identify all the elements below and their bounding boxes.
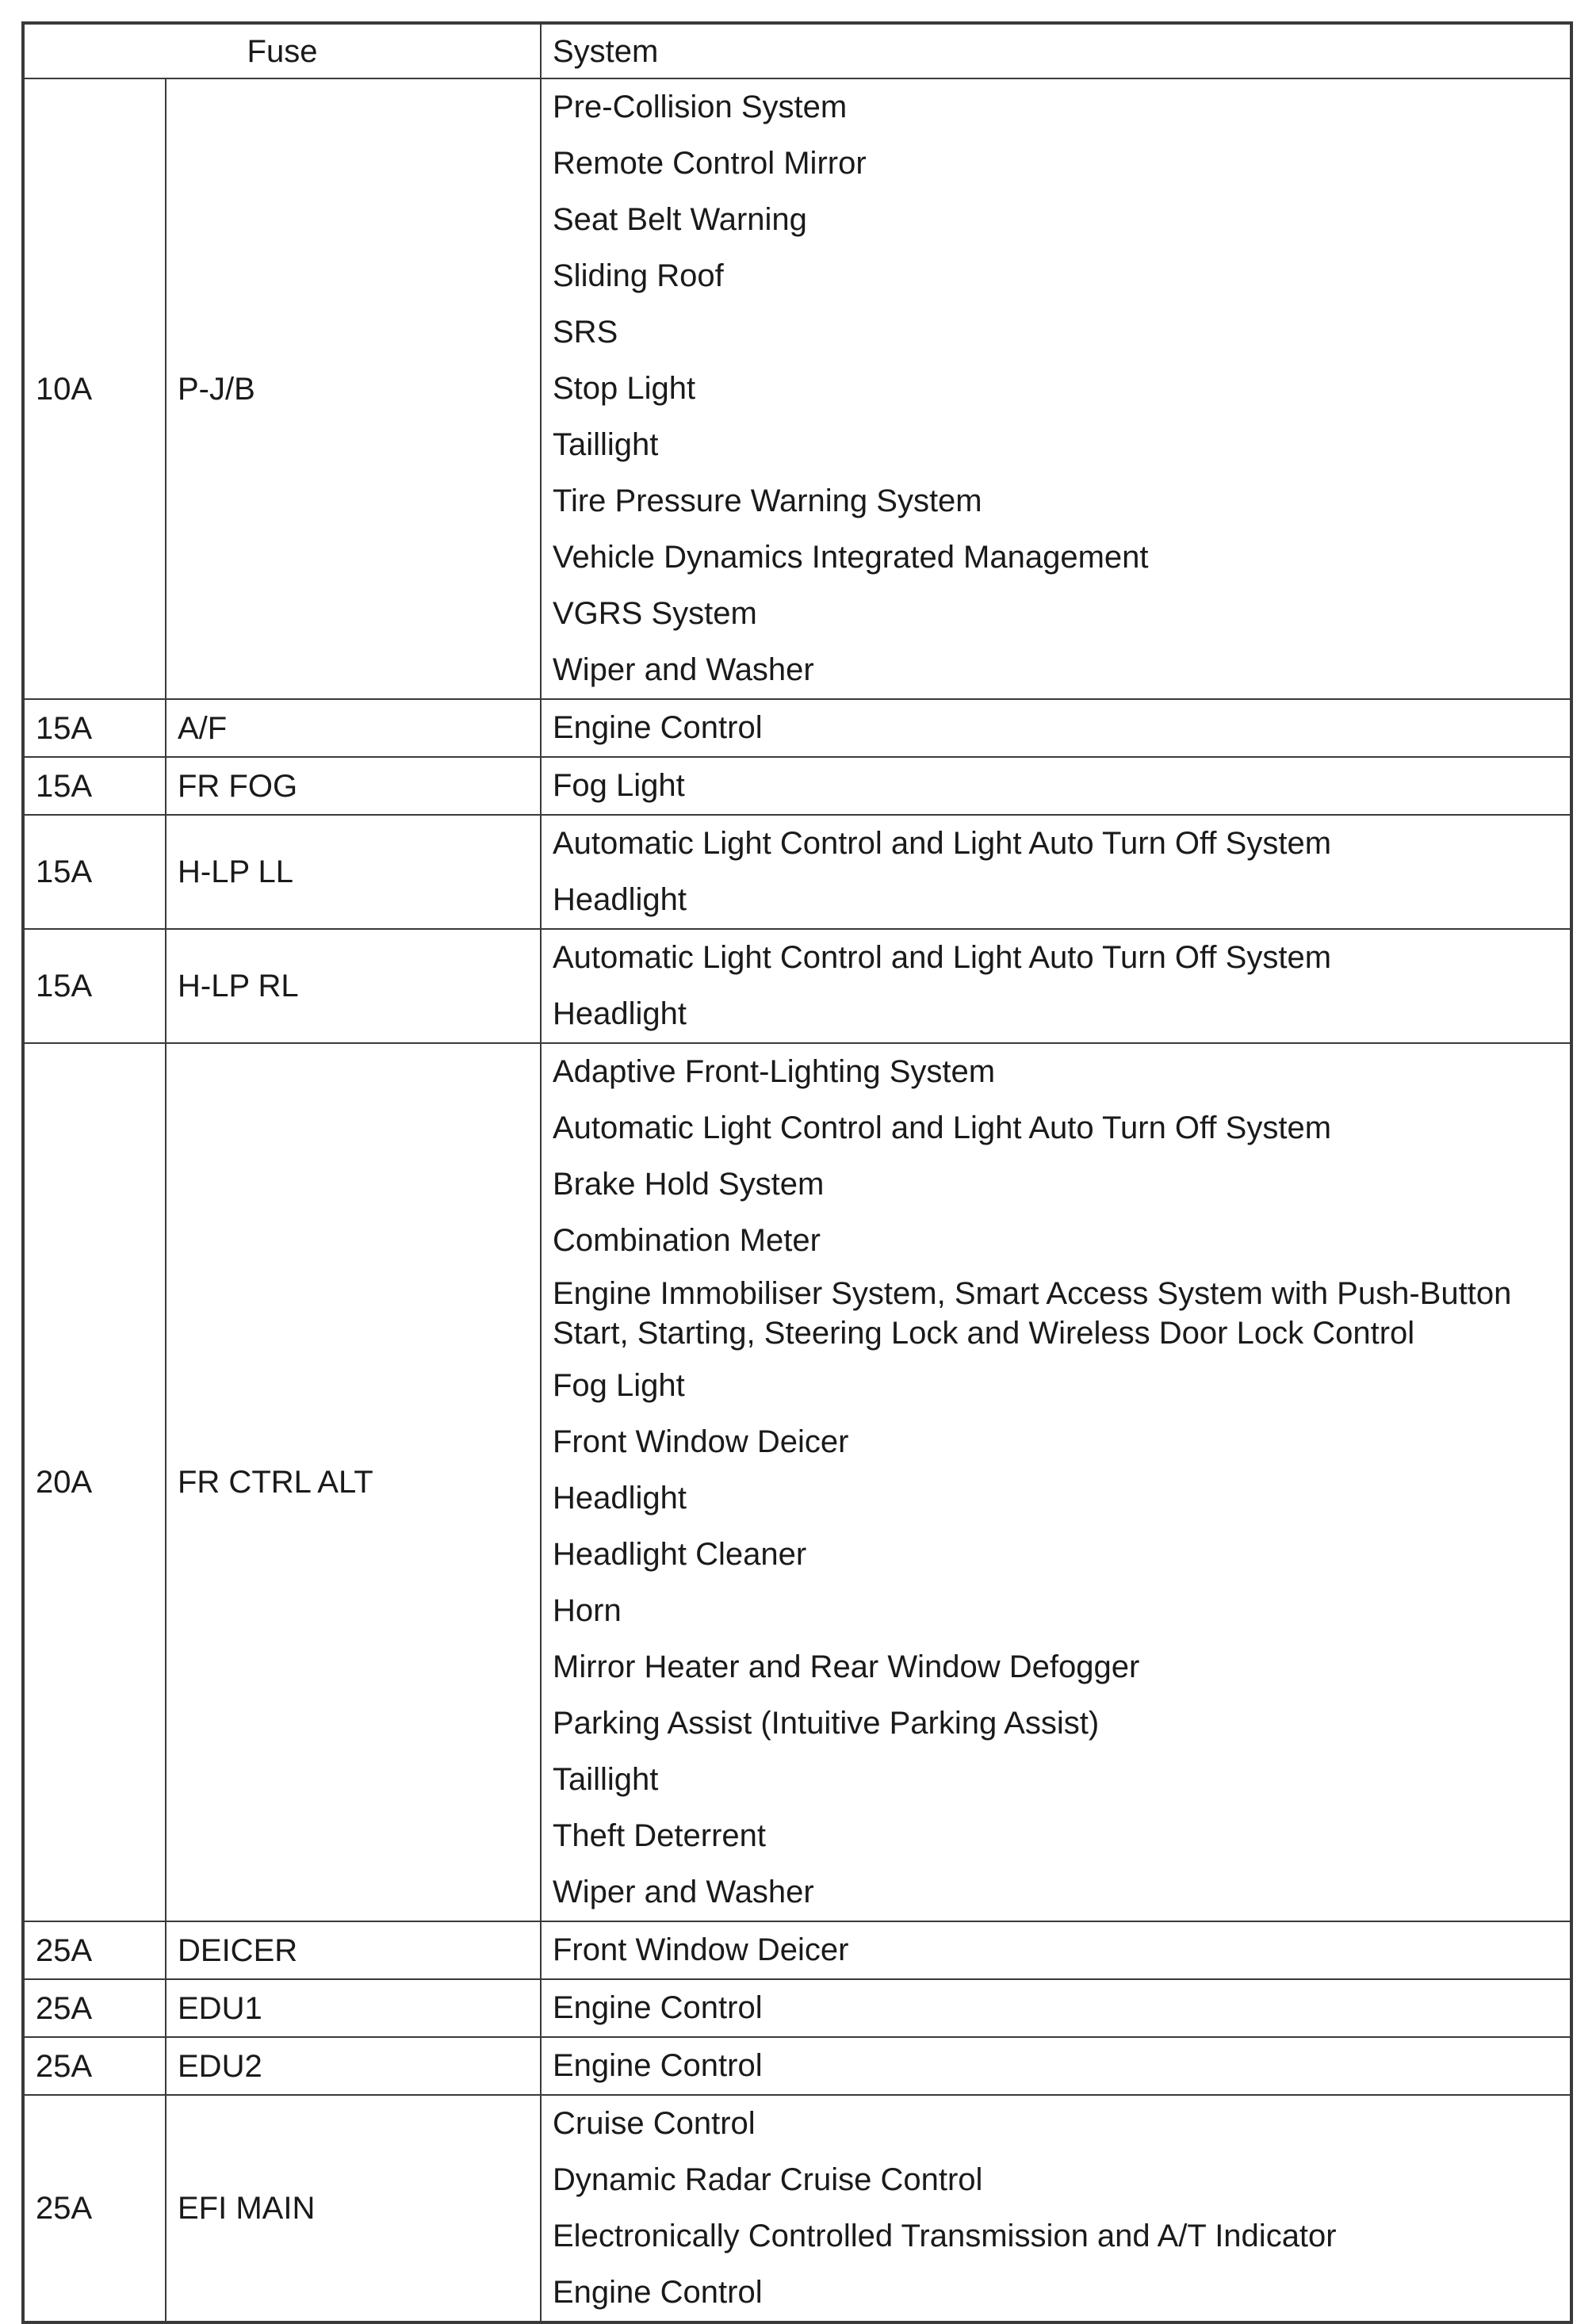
system-item: Headlight [553, 996, 687, 1031]
table-row [23, 757, 1571, 815]
system-item: Engine Control [553, 1990, 763, 2025]
fuse-table [21, 21, 1573, 2324]
system-item: Horn [553, 1593, 622, 1628]
table-row [23, 1043, 1571, 1921]
table-row [23, 78, 1571, 699]
system-item: Cruise Control [553, 2106, 756, 2141]
system-item: Parking Assist (Intuitive Parking Assist) [553, 1706, 1100, 1741]
system-item: Automatic Light Control and Light Auto Turn Off System [553, 940, 1332, 975]
system-item: SRS [553, 315, 618, 350]
system-item: Taillight [553, 1762, 659, 1797]
system-item: Adaptive Front-Lighting System [553, 1054, 996, 1089]
fuse-amperage-cell: 20A [23, 1043, 166, 1921]
system-item: Mirror Heater and Rear Window Defogger [553, 1649, 1140, 1684]
system-column-header: System [541, 23, 1571, 78]
system-item: Dynamic Radar Cruise Control [553, 2162, 983, 2197]
fuse-amperage-cell: 25A [23, 2037, 166, 2095]
system-cell [541, 78, 1571, 699]
table-body [23, 78, 1571, 2322]
system-item: Brake Hold System [553, 1167, 825, 1202]
fuse-name-cell: EDU2 [166, 2037, 541, 2095]
system-item: Remote Control Mirror [553, 146, 867, 181]
system-item: Combination Meter [553, 1223, 821, 1258]
system-item: Engine Immobiliser System, Smart Access System with Push-Button Start, Starting, Steering Lock and Wireless Door Lock Control [553, 1276, 1512, 1351]
system-item: Seat Belt Warning [553, 202, 807, 237]
system-cell [541, 2095, 1571, 2322]
system-item: Automatic Light Control and Light Auto Turn Off System [553, 1110, 1332, 1145]
table-row [23, 2095, 1571, 2322]
system-item: Tire Pressure Warning System [553, 484, 982, 518]
fuse-amperage-cell: 15A [23, 699, 166, 757]
system-item: Automatic Light Control and Light Auto Turn Off System [553, 826, 1332, 861]
fuse-amperage-cell: 25A [23, 1979, 166, 2037]
system-item: Wiper and Washer [553, 652, 814, 687]
system-item: Electronically Controlled Transmission and A/T Indicator [553, 2219, 1337, 2253]
fuse-name-cell: FR CTRL ALT [166, 1043, 541, 1921]
system-item: Engine Control [553, 710, 763, 745]
system-item: Front Window Deicer [553, 1424, 849, 1459]
fuse-name-cell: EDU1 [166, 1979, 541, 2037]
system-item: Vehicle Dynamics Integrated Management [553, 540, 1149, 575]
system-item: Fog Light [553, 768, 685, 803]
table-row [23, 929, 1571, 1043]
system-cell [541, 1921, 1571, 1979]
system-item: Stop Light [553, 371, 696, 406]
fuse-name-cell: H-LP LL [166, 815, 541, 929]
system-item: Front Window Deicer [553, 1932, 849, 1967]
system-item: Sliding Roof [553, 258, 724, 293]
system-item: VGRS System [553, 596, 757, 631]
fuse-amperage-cell: 25A [23, 1921, 166, 1979]
system-item: Taillight [553, 427, 659, 462]
fuse-name-cell: EFI MAIN [166, 2095, 541, 2322]
table-row [23, 815, 1571, 929]
system-cell [541, 1979, 1571, 2037]
fuse-amperage-cell: 10A [23, 78, 166, 699]
system-item: Headlight [553, 882, 687, 917]
system-cell [541, 1043, 1571, 1921]
table-row [23, 1979, 1571, 2037]
fuse-name-cell: H-LP RL [166, 929, 541, 1043]
system-item: Engine Control [553, 2048, 763, 2083]
table-header [23, 23, 1571, 78]
system-cell [541, 815, 1571, 929]
system-cell [541, 929, 1571, 1043]
table-row [23, 2037, 1571, 2095]
fuse-name-cell: P-J/B [166, 78, 541, 699]
system-item: Engine Control [553, 2275, 763, 2310]
system-cell [541, 699, 1571, 757]
fuse-name-cell: FR FOG [166, 757, 541, 815]
table-row [23, 1921, 1571, 1979]
system-item: Fog Light [553, 1368, 685, 1403]
system-cell [541, 757, 1571, 815]
system-item: Wiper and Washer [553, 1875, 814, 1909]
fuse-column-header: Fuse [23, 23, 541, 78]
system-cell [541, 2037, 1571, 2095]
table-row [23, 699, 1571, 757]
system-item: Headlight Cleaner [553, 1537, 807, 1572]
system-item: Pre-Collision System [553, 90, 848, 124]
fuse-amperage-cell: 15A [23, 815, 166, 929]
fuse-amperage-cell: 15A [23, 757, 166, 815]
system-item: Headlight [553, 1481, 687, 1516]
fuse-name-cell: DEICER [166, 1921, 541, 1979]
fuse-amperage-cell: 15A [23, 929, 166, 1043]
fuse-amperage-cell: 25A [23, 2095, 166, 2322]
system-item: Theft Deterrent [553, 1818, 767, 1853]
fuse-name-cell: A/F [166, 699, 541, 757]
header-row [23, 23, 1571, 78]
